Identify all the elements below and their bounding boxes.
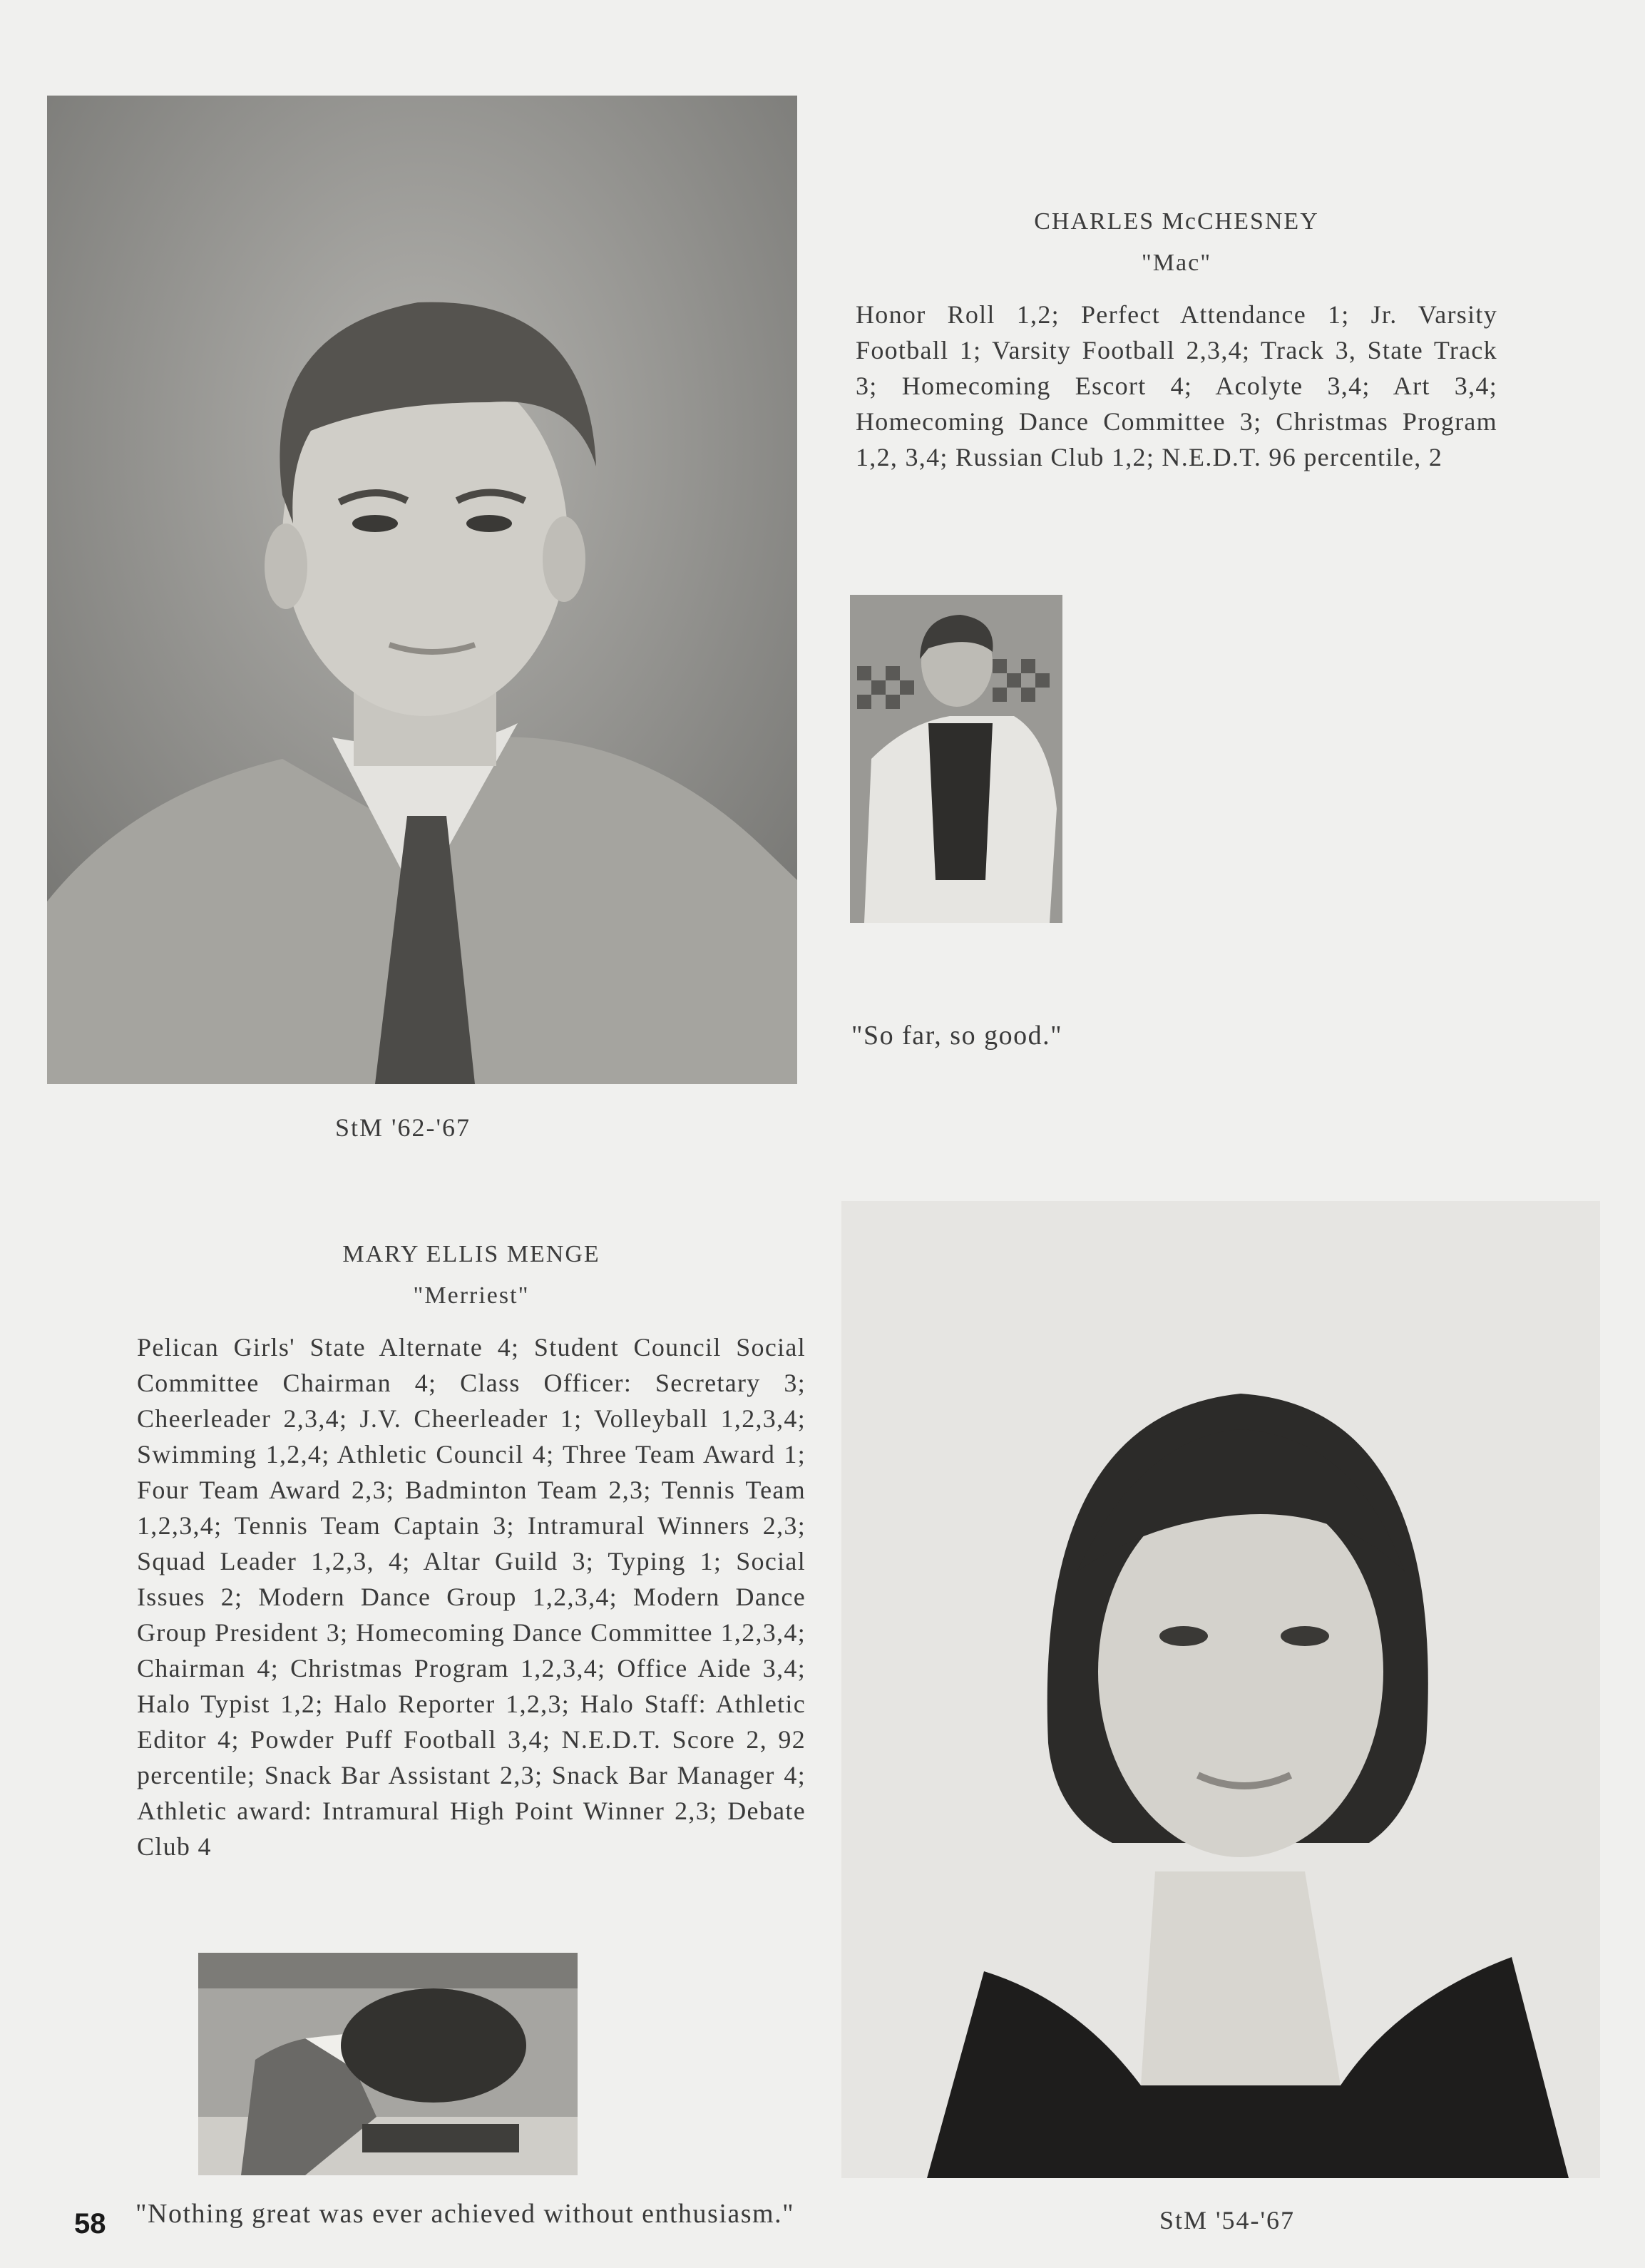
charles-portrait-photo bbox=[47, 96, 797, 1084]
student-activities: Honor Roll 1,2; Perfect Attendance 1; Jr. Varsity Football 1; Varsity Football 2,3,4; Track 3, State Track 3; Homecoming Escort 4; Acolyte 3,4; Art 3,4; Homecoming Dance Committee 3; Christmas Program 1,2, 3,4; Russian Club 1,2; N.E.D.T. 96 percentile, 2 bbox=[856, 300, 1497, 471]
student-activities: Pelican Girls' State Alternate 4; Student Council Social Committee Chairman 4; Class Officer: Secretary 3; Cheerleader 2,3,4; J.V. Cheerleader 1; Volleyball 1,2,3,4; Swimming 1,2,4; Athletic Council 4; Three Team Award 1; Four Team Award 2,3; Badminton Team 2,3; Tennis Team 1,2,3,4; Tennis Team Captain 3; Intramural Winners 2,3; Squad Leader 1,2,3, 4; Altar Guild 3; Typing 1; Social Issues 2; Modern Dance Group 1,2,3,4; Modern Dance Group President 3; Homecoming Dance Committee 1,2,3,4; Chairman 4; Christmas Program 1,2,3,4; Office Aide 3,4; Halo Typist 1,2; Halo Reporter 1,2,3; Halo Staff: Athletic Editor 4; Powder Puff Football 3,4; N.E.D.T. Score 2, 92 percentile; Snack Bar Assistant 2,3; Snack Bar Manager 4; Athletic award: Intramural High Point Winner 2,3; Debate Club 4 bbox=[137, 1333, 806, 1861]
mary-quote: "Nothing great was ever achieved without enthusiasm." bbox=[135, 2199, 795, 2229]
student-nickname: "Merriest" bbox=[413, 1282, 530, 1309]
charles-info bbox=[856, 201, 1497, 475]
student-nickname: "Mac" bbox=[1141, 250, 1212, 276]
page-number: 58 bbox=[74, 2208, 106, 2239]
mary-years: StM '54-'67 bbox=[1159, 2206, 1295, 2234]
mary-portrait-photo bbox=[841, 1201, 1600, 2178]
charles-quote: "So far, so good." bbox=[851, 1021, 1063, 1051]
mary-info bbox=[137, 1234, 806, 1864]
student-name: CHARLES McCHESNEY bbox=[1034, 208, 1319, 235]
charles-candid-photo bbox=[850, 595, 1062, 923]
mary-candid-photo bbox=[198, 1953, 578, 2175]
charles-years: StM '62-'67 bbox=[335, 1113, 471, 1142]
student-name: MARY ELLIS MENGE bbox=[342, 1241, 600, 1267]
